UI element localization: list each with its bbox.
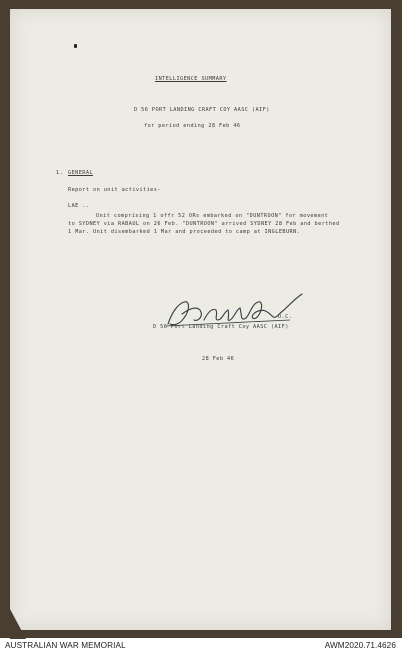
torn-corner [10, 609, 26, 639]
period-line: for period ending 28 Feb 46 [144, 123, 241, 129]
location-label: LAE .. [68, 203, 90, 209]
signature-block: D 56 Port Landing Craft Coy AASC (AIF) [153, 324, 289, 330]
oc-label: O.C. [278, 314, 293, 320]
section-title: GENERAL [68, 170, 94, 176]
paragraph-line-3: 1 Mar. Unit disembarked 1 Mar and proceeded to camp at INGLEBURN. [68, 229, 301, 235]
paragraph-line-2: to SYDNEY via RABAUL on 26 Feb. "DUNTROON" arrived SYDNEY 28 Feb and berthed [68, 221, 340, 227]
document-heading: INTELLIGENCE SUMMARY [155, 76, 227, 82]
document-date: 28 Feb 46 [202, 356, 235, 362]
footer-accession-number: AWM2020.71.4626 [324, 641, 396, 650]
paragraph-line-1: Unit comprising 1 offr 52 ORs embarked on "DUNTROON" for movement [96, 213, 329, 219]
punch-hole-mark [74, 44, 77, 48]
unit-line: D 56 PORT LANDING CRAFT COY AASC (AIF) [134, 107, 270, 113]
footer-credit: AUSTRALIAN WAR MEMORIAL [5, 641, 126, 650]
section-number: 1. [56, 170, 64, 176]
report-label: Report on unit activities- [68, 187, 161, 193]
